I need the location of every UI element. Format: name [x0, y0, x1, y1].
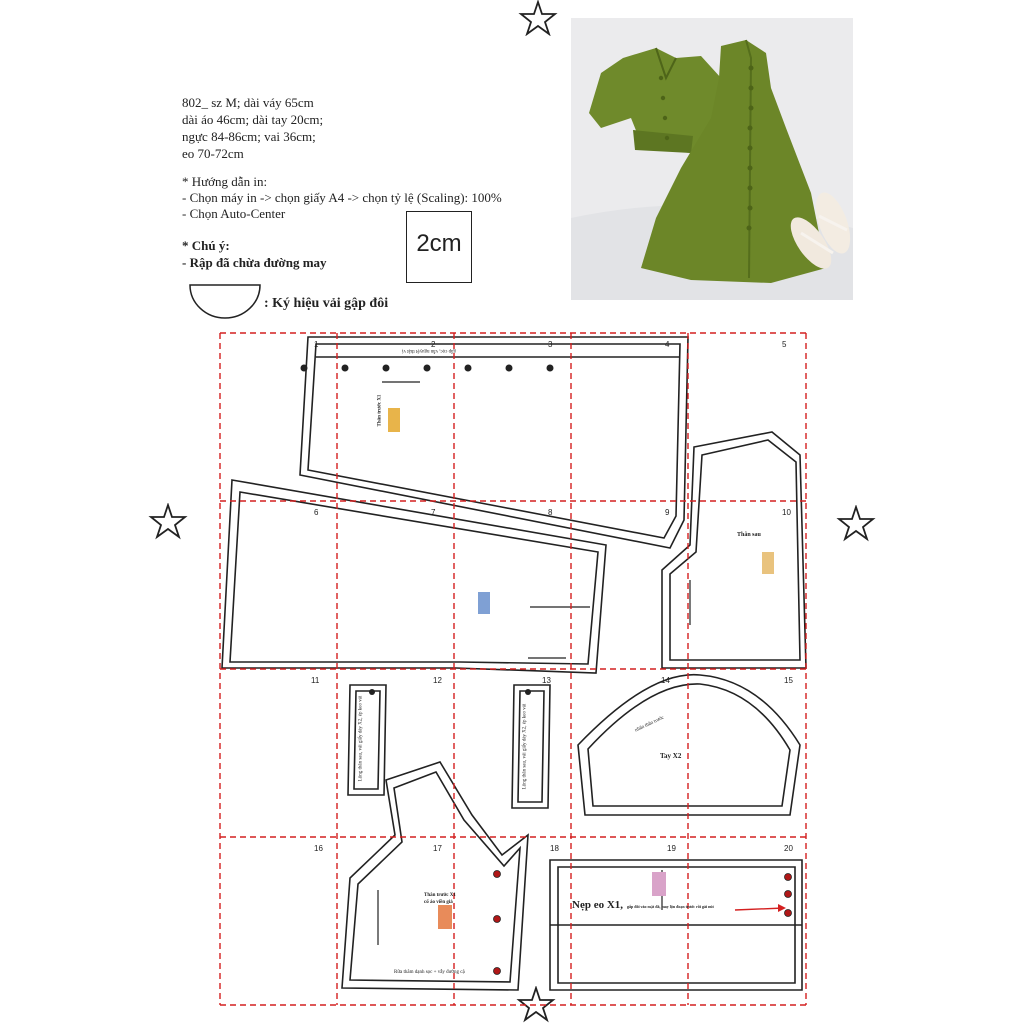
tile-number: 5: [782, 340, 787, 349]
front-top-label: Thân trước X1: [424, 893, 456, 898]
tile-number: 10: [782, 508, 791, 517]
tile-number: 3: [548, 340, 553, 349]
bottom-note: Rữa thẳm dạnh sọc + vẫy đường cậ: [394, 970, 465, 975]
tile-number: 8: [548, 508, 553, 517]
tile-number: 19: [667, 844, 676, 853]
sleeve-label: Tay X2: [660, 752, 682, 760]
tile-number: 12: [433, 676, 442, 685]
waistband-label: Nẹp eo X1,: [572, 899, 624, 911]
placket-label-right: Lộng thân sau, vải giấy dày X2, ép keo vải: [522, 703, 528, 790]
tile-number: 20: [784, 844, 793, 853]
tile-number: 6: [314, 508, 319, 517]
tile-number: 15: [784, 676, 793, 685]
tile-number: 14: [661, 676, 670, 685]
scale-box: 2cm: [406, 211, 472, 283]
size-line-4: eo 70-72cm: [182, 146, 244, 161]
tile-number: 4: [665, 340, 670, 349]
front-top-sub: cổ áo viền giả: [424, 900, 453, 905]
tile-number: 7: [431, 508, 436, 517]
front-skirt-label: Thân trước X1: [377, 394, 383, 427]
back-label: Thân sau: [737, 532, 761, 538]
tile-number: 2: [431, 340, 436, 349]
tile-number: 16: [314, 844, 323, 853]
size-line-1: 802_ sz M; dài váy 65cm: [182, 95, 314, 110]
skirt-top-note: gấp cọc, vẫn nguyệt thật vị: [402, 348, 456, 353]
print-step-1: - Chọn máy in -> chọn giấy A4 -> chọn tỷ lệ (Scaling): 100%: [182, 190, 502, 205]
note-title: * Chú ý:: [182, 238, 230, 253]
placket-label-left: Lộng thân sau, vải giấy dày X2, ép keo vải: [358, 695, 364, 782]
front-skirt-piece: [300, 337, 688, 548]
waistband-note: gấp đôi vào mặt đã, may lộn đoạn trước rồi gài nút: [627, 904, 714, 909]
note-text: - Rập đã chừa đường may: [182, 255, 327, 270]
sleeve-note: nhấn thân trước: [634, 715, 666, 734]
back-bodice-piece: [662, 432, 806, 668]
tile-number: 9: [665, 508, 670, 517]
print-step-2: - Chọn Auto-Center: [182, 206, 286, 221]
size-line-2: dài áo 46cm; dài tay 20cm;: [182, 112, 324, 127]
tile-number: 11: [311, 676, 320, 685]
fold-label: : Ký hiệu vải gập đôi: [264, 296, 389, 311]
print-title: * Hướng dẫn in:: [182, 174, 268, 189]
sleeve-piece: [578, 675, 800, 815]
tile-number: 18: [550, 844, 559, 853]
size-line-3: ngực 84-86cm; vai 36cm;: [182, 129, 316, 144]
tile-number: 17: [433, 844, 442, 853]
tile-number: 1: [314, 340, 319, 349]
tile-number: 13: [542, 676, 551, 685]
